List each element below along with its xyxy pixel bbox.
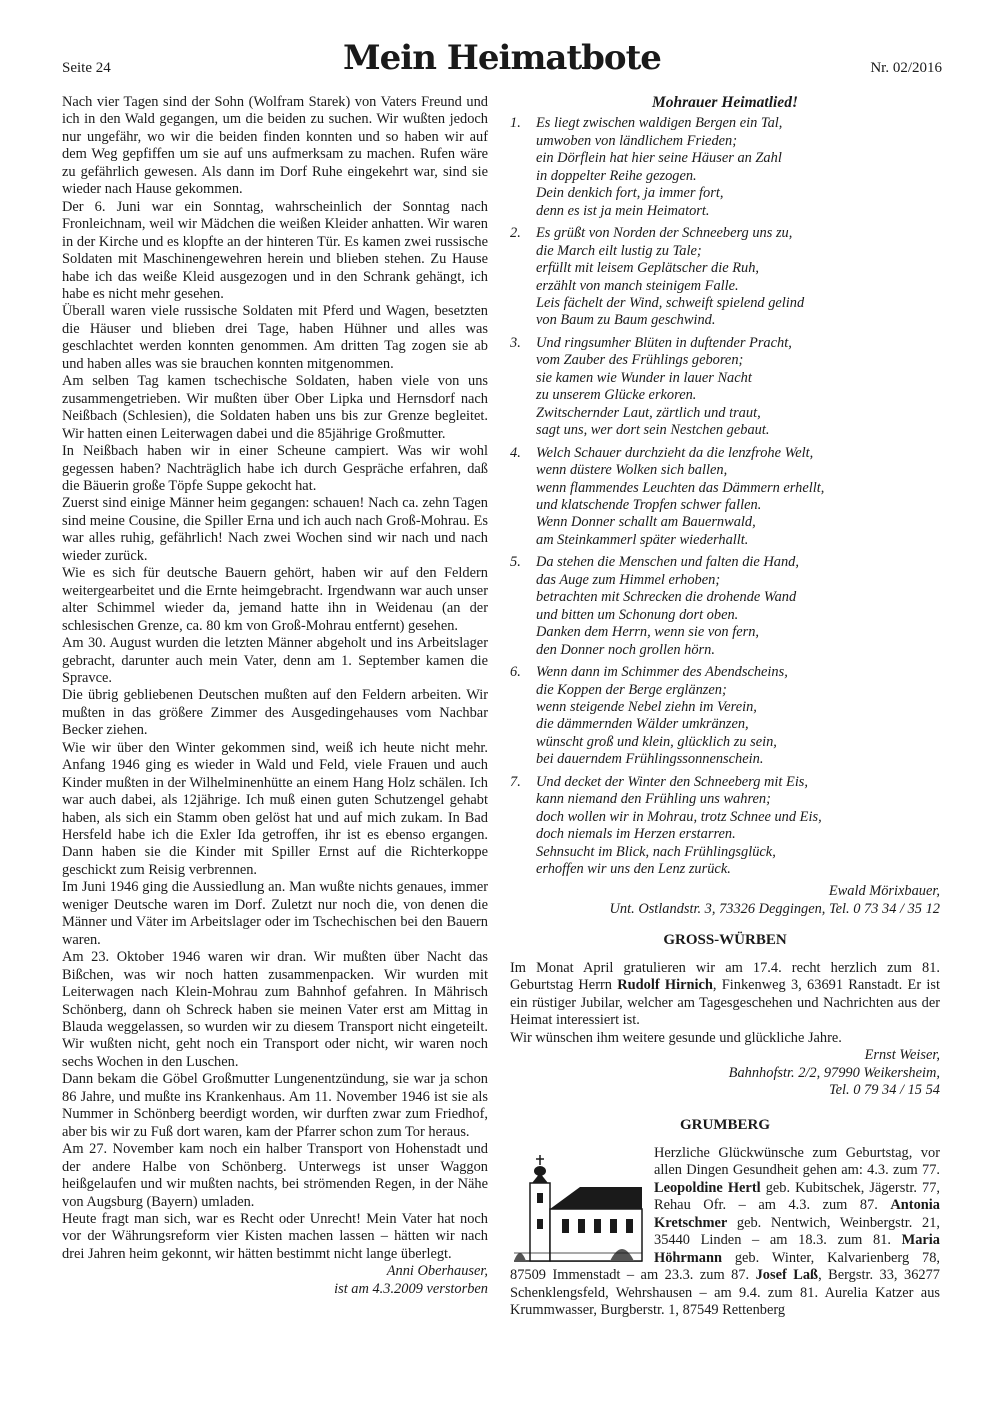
stanza-line: erhoffen wir uns den Lenz zurück.	[536, 861, 731, 878]
article-paragraph: Wie es sich für deutsche Bauern gehört, haben wir auf den Feldern weitergearbeitet und die Ernte heimgebracht. Irgendwann war auch unser alter Schimmel wieder da, jemand hatte ihn in Weidenau (an der schlesischen Grenze, ca. 80 km von Groß-Mohrau entfernt) gesehen.	[62, 565, 488, 634]
gross-wuerben-text	[510, 960, 940, 1030]
section-heading-gross-wuerben: GROSS-WÜRBEN	[663, 932, 787, 949]
poem-stanza	[510, 774, 940, 879]
church-illustration	[510, 1149, 646, 1267]
stanza-line: erfüllt mit leisem Geplätscher die Ruh,	[536, 260, 760, 277]
left-column	[62, 94, 488, 1298]
stanza-line: und klatschende Tropfen schwer fallen.	[536, 496, 762, 513]
stanza-line: Es liegt zwischen waldigen Bergen ein Tal,	[536, 115, 783, 132]
section-heading-grumberg: GRUMBERG	[680, 1117, 770, 1134]
article-paragraph: Überall waren viele russische Soldaten mit Pferd und Wagen, besetzten die Häuser und blieben drei Tage, haben Hühner und alles was geschlachtet werden konnten genommen. Am dritten Tag zogen sie ab und haben alles was sie brauchen konnten mitgenommen.	[62, 303, 488, 372]
stanza-line: Welch Schauer durchzieht da die lenzfrohe Welt,	[536, 444, 814, 461]
poem-stanza	[510, 445, 940, 550]
page-header	[62, 38, 942, 86]
gross-wuerben-sig-address: Bahnhofstr. 2/2, 97990 Weikersheim,	[728, 1064, 940, 1081]
poem-stanza	[510, 554, 940, 659]
stanza-line: doch wollen wir in Mohrau, trotz Schnee und Eis,	[536, 808, 822, 825]
grumberg-block	[510, 1145, 940, 1320]
jubilar-name: Rudolf Hirnich	[617, 977, 713, 994]
birthday-name: Leopoldine Hertl	[654, 1179, 761, 1196]
poem-author: Ewald Mörixbauer,	[828, 883, 940, 900]
article-paragraph: Am 27. November kam noch ein halber Transport von Hohenstadt und der andere Halbe von Schönberg. Unterwegs ist unser Waggon heißgelaufen und wir mußten nachts, bei strömenden Regen, in der Nähe von Augsburg (Bayern) umladen.	[62, 1141, 488, 1210]
stanza-line: und bitten um Schonung dort oben.	[536, 606, 739, 623]
poem-author-address: Unt. Ostlandstr. 3, 73326 Deggingen, Tel. 0 73 34 / 35 12	[609, 900, 940, 917]
stanza-line: sagt uns, wer dort sein Nestchen gebaut.	[536, 422, 770, 439]
stanza-line: Leis fächelt der Wind, schweift spielend gelind	[536, 294, 805, 311]
stanza-line: ein Dörflein hat hier seine Häuser an Zahl	[536, 150, 782, 167]
stanza-number: 2.	[510, 225, 521, 242]
article-paragraph: Wie wir über den Winter gekommen sind, weiß ich heute nicht mehr. Anfang 1946 ging es wieder in Wald und Feld, viele Frauen und auch Kinder mußten in der Wilhelminenhütte an einem Hang Holz schälen. Ich war auch dabei, als 12jährige. Ich muß einen guten Schutzengel gehabt haben, als sich ein Stamm oben gelöst hat und auf mich zukam. In Bad Hersfeld habe ich die Exler Ida getroffen, ihr ist es ebenso ergangen. Dann haben sie die Kinder mit Spiller Ernst auf die Richterkoppe geschickt zum Reisig verbrennen.	[62, 739, 488, 878]
poem-stanza	[510, 225, 940, 330]
stanza-line: Es grüßt von Norden der Schneeberg uns zu,	[536, 225, 793, 242]
poem-stanza	[510, 664, 940, 769]
poem-stanzas	[510, 115, 940, 878]
birthday-name: Maria Höhrmann	[654, 1232, 940, 1266]
stanza-line: wünscht groß und klein, glücklich zu sein,	[536, 733, 777, 750]
stanza-line: doch niemals im Herzen erstarren.	[536, 826, 736, 843]
author-signature: Anni Oberhauser,	[386, 1263, 488, 1280]
stanza-line: betrachten mit Schrecken die drohende Wand	[536, 589, 797, 606]
stanza-line: die Koppen der Berge erglänzen;	[536, 681, 727, 698]
article-paragraph: In Neißbach haben wir in einer Scheune campiert. Was wir wohl gegessen haben? Nachträglich habe ich durch Gespräche erfahren, daß die Bäuerin große Töpfe Suppe gekocht hat.	[62, 443, 488, 494]
poem-title: Mohrauer Heimatlied!	[652, 94, 798, 111]
stanza-number: 3.	[510, 334, 521, 351]
stanza-line: Wenn dann im Schimmer des Abendscheins,	[536, 664, 788, 681]
stanza-line: die March eilt lustig zu Tale;	[536, 242, 702, 259]
article-paragraph: Die übrig gebliebenen Deutschen mußten auf den Feldern arbeiten. Wir mußten in das größere Zimmer des Ausgedingehauses vom Nachbar Becker ziehen.	[62, 687, 488, 739]
grumberg-text-4: geb. Winter, Kalvarienberg 78, 87509 Immenstadt – am 23.3. zum 87.	[510, 1249, 940, 1284]
grumberg-text-3: geb. Nentwich, Weinbergstr. 21, 35440 Linden – am 18.3. zum 81.	[654, 1214, 940, 1249]
issue-number: Nr. 02/2016	[870, 60, 942, 76]
article-paragraph: Am 23. Oktober 1946 waren wir dran. Wir mußten über Nacht das Bißchen, was wir noch hatten zusammenpacken. Wir wurden mit Leiterwagen nach Klein-Mohrau zum Bahnhof gefahren. In Mährisch Schönberg, dann oh Schreck haben sie meinen Vater erst am Mittag in Blauda weggelassen, so wurden wir zu diesem Transport nicht eingeteilt. Wir wußten nicht, geht noch ein Transport oder nicht, wir waren noch sechs Wochen in den Luschen.	[62, 949, 488, 1070]
article-paragraph: Am selben Tag kamen tschechische Soldaten, haben viele von uns zusammengetrieben. Wir mußten über Ober Lipka und Hernsdorf nach Neißbach (Schlesien), die Soldaten haben uns bis zur Grenze begleitet. Wir hatten einen Leiterwagen dabei und die 85jährige Großmutter.	[62, 373, 488, 442]
stanza-line: vom Zauber des Frühlings geboren;	[536, 352, 744, 369]
page-number: Seite 24	[62, 60, 111, 76]
stanza-number: 7.	[510, 773, 521, 790]
stanza-line: Sehnsucht im Blick, nach Frühlingsglück,	[536, 843, 776, 860]
stanza-line: Da stehen die Menschen und falten die Hand,	[536, 554, 799, 571]
stanza-line: in doppelter Reihe gezogen.	[536, 167, 697, 184]
stanza-line: Dein denkich fort, ja immer fort,	[536, 185, 724, 202]
grumberg-text-2: geb. Kubitschek, Jägerstr. 77, Rehau Ofr. – am 4.3. zum 87.	[654, 1179, 940, 1214]
stanza-line: wenn steigende Nebel ziehn im Verein,	[536, 698, 757, 715]
birthday-name: Josef Laß	[755, 1267, 819, 1284]
article-paragraph: Im Juni 1946 ging die Aussiedlung an. Man wußte nichts genaues, immer weniger Deutsche waren im Dorf. Zuletzt nur noch die, von denen die Männer und Väter im Arbeitslager oder im Tschechischen bei den Bauern waren.	[62, 879, 488, 948]
stanza-line: denn es ist ja mein Heimatort.	[536, 202, 710, 219]
stanza-line: von Baum zu Baum geschwind.	[536, 312, 716, 329]
stanza-line: wenn düstere Wolken sich ballen,	[536, 462, 728, 479]
author-note: ist am 4.3.2009 verstorben	[334, 1280, 488, 1297]
article-paragraph: Nach vier Tagen sind der Sohn (Wolfram Starek) von Vaters Freund und ich in den Wald gegangen, um die beiden zu suchen. Wir wußten jedoch nur ungefähr, wo wir die beiden finden konnten und so haben wir auf dem Weg gepfiffen um sie auf uns aufmerksam zu machen. Rufen wäre zu gefährlich gewesen. Als dann im Dorf Ruhe eingekehrt war, sind sie wieder nach Hause gekommen.	[62, 94, 488, 198]
stanza-line: zu unserem Glücke erkoren.	[536, 387, 697, 404]
article-paragraph: Am 30. August wurden die letzten Männer abgeholt und ins Arbeitslager gebracht, darunter auch mein Vater, denn am 1. September kamen die Spravce.	[62, 635, 488, 686]
article-paragraph: Zuerst sind einige Männer heim gegangen: schauen! Nach ca. zehn Tagen sind meine Cousine, die Spiller Erna und ich auch nach Groß-Mohrau. Es war alles ruhig, gefährlich! Nach zwei Wochen sind wir nach und nach wieder zurück.	[62, 495, 488, 564]
article-paragraph: Der 6. Juni war ein Sonntag, wahrscheinlich der Sonntag nach Fronleichnam, weil wir Mädchen die weißen Kleider anhatten. Wir waren in der Kirche und es klopfte an der hinteren Tür. Es kamen zwei russische Soldaten mit Maschinengewehren herein und blieben stehen. Zu Hause habe ich das weiße Kleid ausgezogen und in den Schrank gehängt, ich habe es nicht mehr gesehen.	[62, 198, 488, 302]
stanza-number: 4.	[510, 444, 521, 461]
stanza-line: erzählt von manch steinigem Falle.	[536, 277, 739, 294]
stanza-line: den Donner noch grollen hörn.	[536, 641, 715, 658]
stanza-number: 1.	[510, 115, 521, 132]
stanza-line: wenn flammendes Leuchten das Dämmern erhellt,	[536, 479, 825, 496]
grumberg-text-1: Herzliche Glückwünsche zum Geburtstag, vor allen Dingen Gesundheit gehen am: 4.3. zum 77.	[654, 1144, 940, 1179]
stanza-line: Wenn Donner schallt am Bauernwald,	[536, 514, 756, 531]
poem-stanza	[510, 115, 940, 220]
article-paragraph: Heute fragt man sich, war es Recht oder Unrecht! Mein Vater hat noch vor der Währungsreform vier Kisten machen lassen – hätten wir nach drei Jahren heim gekonnt, wir hätten bestimmt nicht lange überlegt.	[62, 1211, 488, 1262]
poem-stanza	[510, 335, 940, 440]
stanza-line: Zwitschernder Laut, zärtlich und traut,	[536, 404, 761, 421]
grumberg-text-5: , Bergstr. 33, 36277 Schenklengsfeld, Wehrshausen – am 9.4. zum 81. Aurelia Katzer aus Krummwasser, Burgberstr. 1, 87549 Rettenberg	[510, 1267, 940, 1318]
stanza-line: Und ringsumher Blüten in duftender Pracht,	[536, 334, 792, 351]
gross-wuerben-sig-phone: Tel. 0 79 34 / 15 54	[828, 1082, 940, 1099]
stanza-line: am Steinkammerl später wiederhallt.	[536, 531, 749, 548]
right-column	[510, 94, 940, 1319]
stanza-number: 5.	[510, 554, 521, 571]
masthead-title: Mein Heimatbote	[343, 38, 661, 78]
gross-wuerben-sig-name: Ernst Weiser,	[864, 1047, 940, 1064]
stanza-line: Danken dem Herrn, wenn sie von fern,	[536, 624, 760, 641]
gross-wuerben-text-1: Im Monat April gratulieren wir am 17.4. recht herzlich zum 81. Geburtstag Herrn	[510, 959, 940, 994]
stanza-line: bei dauerndem Frühlingssonnenschein.	[536, 751, 764, 768]
gross-wuerben-text-2: , Finkenweg 3, 63691 Ranstadt. Er ist ein rüstiger Jubilar, welcher am Tagesgeschehen und Nachrichten aus der Heimat interessiert ist.	[510, 977, 940, 1029]
gross-wuerben-text-3: Wir wünschen ihm weitere gesunde und glückliche Jahre.	[510, 1029, 842, 1046]
birthday-name: Antonia Kretschmer	[654, 1197, 940, 1231]
stanza-line: die dämmernden Wälder umkränzen,	[536, 716, 749, 733]
stanza-number: 6.	[510, 664, 521, 681]
stanza-line: umwoben von ländlichem Frieden;	[536, 132, 738, 149]
stanza-line: kann niemand den Frühling uns wahren;	[536, 791, 771, 808]
stanza-line: sie kamen wie Wunder in lauer Nacht	[536, 369, 752, 386]
stanza-line: Und decket der Winter den Schneeberg mit Eis,	[536, 773, 809, 790]
article-paragraph: Dann bekam die Göbel Großmutter Lungenentzündung, sie war ja schon 86 Jahre, und mußte ins Krankenhaus. Am 11. November 1946 ist sie als Nummer in Schönberg beerdigt worden, wir durften zwar zum Friedhof, aber bis wir zu Fuß dort waren, kam der Pfarrer schon zum Tor heraus.	[62, 1071, 488, 1140]
stanza-line: das Auge zum Himmel erhoben;	[536, 571, 721, 588]
